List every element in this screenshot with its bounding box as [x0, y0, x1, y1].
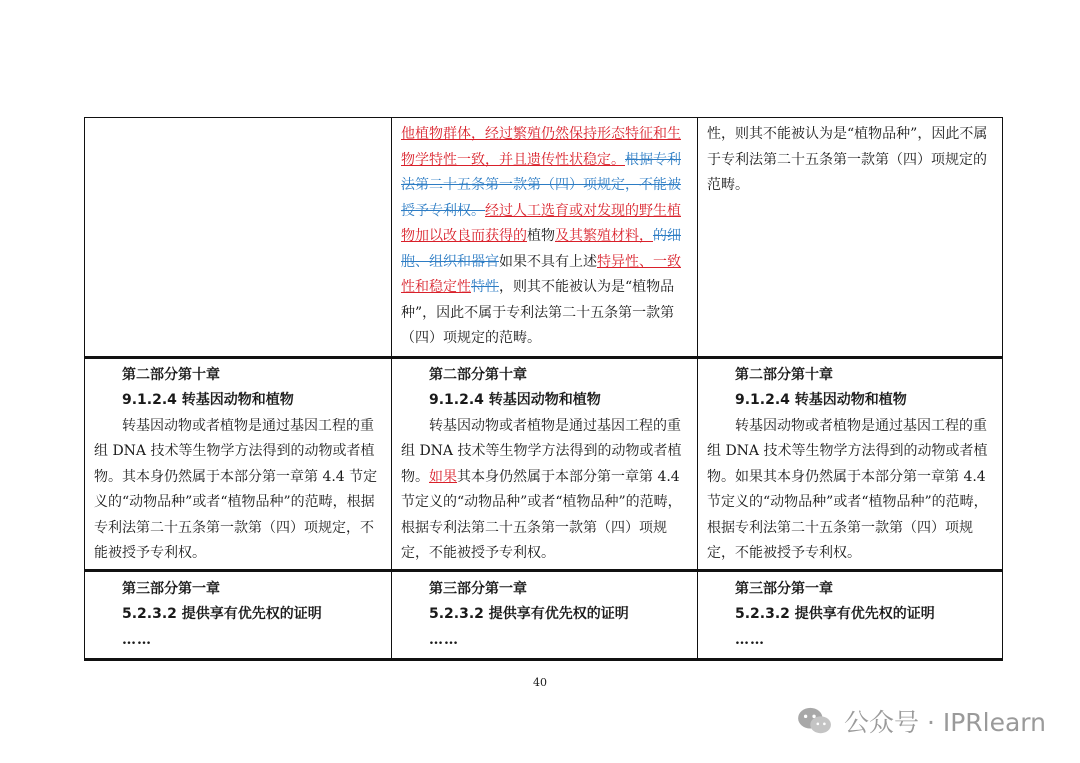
section-heading: 5.2.3.2 提供享有优先权的证明: [122, 606, 322, 622]
revised-text: [401, 122, 689, 352]
section-body: 转基因动物或者植物是通过基因工程的重组 DNA 技术等生物学方法得到的动物或者植物。其本身仍然属于本部分第一章第 4.4 节定义的“动物品种”或者“植物品种”的范畴，根据专利法第二十五条第一款第（四）项规定，不能被授予专利权。: [94, 417, 378, 561]
unchanged-text: ，则其不能被认为是“植物品种”，因此不属于专利法第二十五条第一款第（四）项规定的范畴。: [401, 279, 675, 346]
row3-col1-cell: [85, 570, 392, 659]
ellipsis: ……: [122, 631, 152, 648]
part-heading: 第二部分第十章: [429, 366, 527, 383]
row1-col2-cell: [392, 118, 698, 358]
watermark-text: 公众号 · IPRlearn: [844, 708, 1046, 737]
part-heading: 第三部分第一章: [429, 580, 527, 597]
watermark: [796, 703, 1046, 739]
row2-col2-cell: [392, 357, 698, 570]
section-heading: 5.2.3.2 提供享有优先权的证明: [735, 606, 935, 622]
comparison-table: [84, 117, 1003, 661]
inserted-text: 特异性、一致性和稳定性: [401, 253, 681, 295]
section-heading: 9.1.2.4 转基因动物和植物: [429, 392, 601, 408]
table-row: [85, 357, 1003, 570]
section-heading: 9.1.2.4 转基因动物和植物: [735, 392, 907, 408]
table-row: [85, 570, 1003, 659]
deleted-text: 根据专利法第二十五条第一款第（四）项规定，不能被授予专利权。: [401, 151, 681, 219]
unchanged-text: 植物: [527, 228, 555, 244]
row3-col2-cell: [392, 570, 698, 659]
section-heading: 9.1.2.4 转基因动物和植物: [122, 392, 294, 408]
wechat-icon: [796, 706, 834, 736]
body-after: 其本身仍然属于本部分第一章第 4.4 节定义的“动物品种”或者“植物品种”的范畴，根据专利法第二十五条第一款第（四）项规定，不能被授予专利权。: [401, 468, 682, 561]
row2-col1-cell: [85, 357, 392, 570]
part-heading: 第二部分第十章: [735, 366, 833, 383]
part-heading: 第三部分第一章: [122, 580, 220, 597]
inserted-text: 如果: [429, 468, 457, 485]
row1-col1-cell: [85, 118, 392, 358]
final-text: 性，则其不能被认为是“植物品种”，因此不属于专利法第二十五条第一款第（四）项规定的范畴。: [707, 126, 988, 193]
deleted-text: 的细胞、组织和器官: [401, 228, 681, 270]
row1-col3-cell: [698, 118, 1003, 358]
page-number: 40: [533, 676, 547, 689]
deleted-text: 特性: [471, 279, 499, 295]
unchanged-text: 如果不具有上述: [499, 253, 597, 270]
part-heading: 第三部分第一章: [735, 580, 833, 597]
ellipsis: ……: [735, 631, 765, 648]
inserted-text: 及其繁殖材料，: [555, 228, 653, 244]
row2-col3-cell: [698, 357, 1003, 570]
inserted-text: 他植物群体，经过繁殖仍然保持形态特征和生物学特性一致，并且遗传性状稳定。: [401, 126, 681, 168]
body-before: 转基因动物或者植物是通过基因工程的重组 DNA 技术等生物学方法得到的动物或者植物。: [401, 417, 682, 485]
section-heading: 5.2.3.2 提供享有优先权的证明: [429, 606, 629, 622]
section-body: 转基因动物或者植物是通过基因工程的重组 DNA 技术等生物学方法得到的动物或者植物。如果其本身仍然属于本部分第一章第 4.4 节定义的“动物品种”或者“植物品种”的范畴，根据专利法第二十五条第一款第（四）项规定，不能被授予专利权。: [707, 417, 988, 561]
part-heading: 第二部分第十章: [122, 366, 220, 383]
row3-col3-cell: [698, 570, 1003, 659]
inserted-text: 经过人工选育或对发现的野生植物加以改良而获得的: [401, 202, 681, 244]
ellipsis: ……: [429, 631, 459, 648]
section-body: [401, 414, 689, 567]
table-row: [85, 118, 1003, 358]
